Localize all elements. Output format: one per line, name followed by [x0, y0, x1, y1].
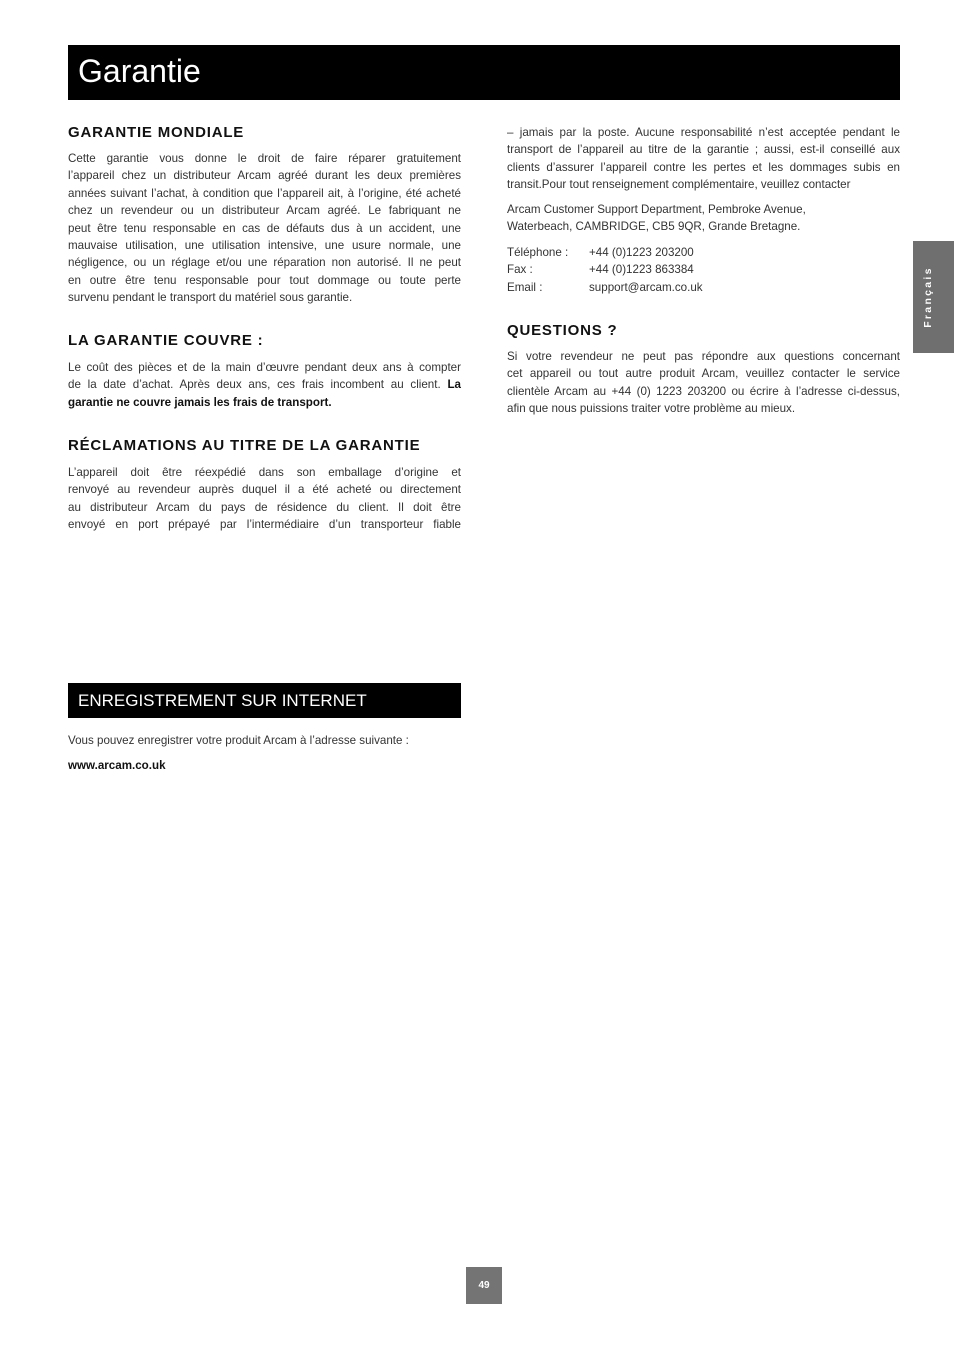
text-line: chez un revendeur ou un distributeur Arcam agréé. Le fabriquant ne	[68, 204, 461, 218]
text-line: survenu pendant le transport du matériel sous garantie.	[68, 291, 353, 305]
contact-value: support@arcam.co.uk	[589, 280, 703, 294]
text-line: afin que nous puissions traiter votre problème au mieux.	[507, 402, 796, 416]
text-line: transit.Pour tout renseignement complémentaire, veuillez contacter	[507, 178, 851, 192]
paragraph-reclamations	[68, 464, 461, 534]
text-line: clientèle Arcam au +44 (0) 1223 203200 ou écrire à l’adresse ci-dessus,	[507, 384, 900, 398]
page-title: Garantie	[78, 53, 201, 89]
text-line: Cette garantie vous donne le droit de faire réparer gratuitement	[68, 152, 461, 165]
text-line: mauvaise utilisation, une utilisation intensive, une usure normale, une	[68, 238, 461, 252]
paragraph-garantie-couvre	[68, 359, 461, 411]
page-number: 49	[466, 1267, 502, 1304]
text-line: L’appareil doit être réexpédié dans son emballage d’origine et	[68, 466, 461, 479]
language-tab-label: Français	[922, 266, 934, 328]
text-line: en outre être tenu responsable pour tout dommage ou toute perte	[68, 273, 461, 287]
section-heading-garantie-mondiale: GARANTIE MONDIALE	[68, 124, 245, 141]
text-line: négligence, ou un réglage et/ou une réparation non autorisé. Il ne peut	[68, 256, 461, 270]
emphasis-text: La	[447, 378, 461, 392]
text-line: peut être tenu responsable en cas de défauts dus à un accident, une	[68, 221, 461, 235]
internet-registration-bar	[68, 683, 461, 718]
contact-value: +44 (0)1223 863384	[589, 263, 694, 277]
paragraph-questions	[507, 348, 900, 418]
contact-row-fax	[507, 261, 900, 278]
text-line: Le coût des pièces et de la main d’œuvre pendant deux ans à compter	[68, 361, 461, 374]
section-heading-garantie-couvre: LA GARANTIE COUVRE :	[68, 332, 264, 349]
text-line: cet appareil ou tout autre produit Arcam, veuillez contacter le service	[507, 367, 900, 381]
contact-label: Téléphone :	[507, 246, 569, 259]
internet-registration-title: ENREGISTREMENT SUR INTERNET	[78, 691, 367, 710]
text-line: renvoyé au revendeur auprès duquel il a été acheté ou directement	[68, 483, 461, 497]
contact-row-email	[507, 279, 900, 296]
text-line: années suivant l’achat, à condition que l’appareil ait, à l’origine, été acheté	[68, 186, 461, 200]
address-line: Arcam Customer Support Department, Pembroke Avenue,	[507, 203, 806, 216]
text-span: de la date d’achat. Après deux ans, ces frais incombent au client.	[68, 378, 441, 392]
address-line: Waterbeach, CAMBRIDGE, CB5 9QR, Grande Bretagne.	[507, 220, 801, 234]
support-address	[507, 201, 900, 236]
registration-url: www.arcam.co.uk	[68, 759, 166, 772]
text-line: l’appareil chez un distributeur Arcam agréé durant les deux premières	[68, 169, 461, 183]
contact-label: Fax :	[507, 263, 533, 277]
contact-row-phone	[507, 244, 900, 261]
text-line	[68, 376, 461, 393]
paragraph-garantie-mondiale	[68, 150, 461, 307]
section-heading-questions: QUESTIONS ?	[507, 322, 618, 339]
emphasis-text: garantie ne couvre jamais les frais de transport.	[68, 395, 332, 409]
contact-value: +44 (0)1223 203200	[589, 246, 694, 259]
text-line: au distributeur Arcam du pays de résidence du client. Il doit être	[68, 500, 461, 514]
paragraph-reclamations-continued	[507, 124, 900, 194]
text-line: Si votre revendeur ne peut pas répondre aux questions concernant	[507, 350, 900, 363]
text-line: – jamais par la poste. Aucune responsabilité n’est acceptée pendant le	[507, 126, 900, 139]
registration-text: Vous pouvez enregistrer votre produit Arcam à l’adresse suivante :	[68, 734, 409, 747]
text-line: transport de l’appareil au titre de la garantie ; aussi, est-il conseillé aux	[507, 143, 900, 157]
contact-table	[507, 244, 900, 296]
contact-label: Email :	[507, 280, 543, 294]
text-line: clients d’assurer l’appareil contre les pertes et les dommages subis en	[507, 160, 900, 174]
section-heading-reclamations: RÉCLAMATIONS AU TITRE DE LA GARANTIE	[68, 437, 421, 454]
text-line: envoyé en port prépayé par l’intermédiaire d’un transporteur fiable	[68, 518, 461, 532]
page-title-bar	[68, 45, 900, 100]
language-tab	[913, 241, 954, 353]
